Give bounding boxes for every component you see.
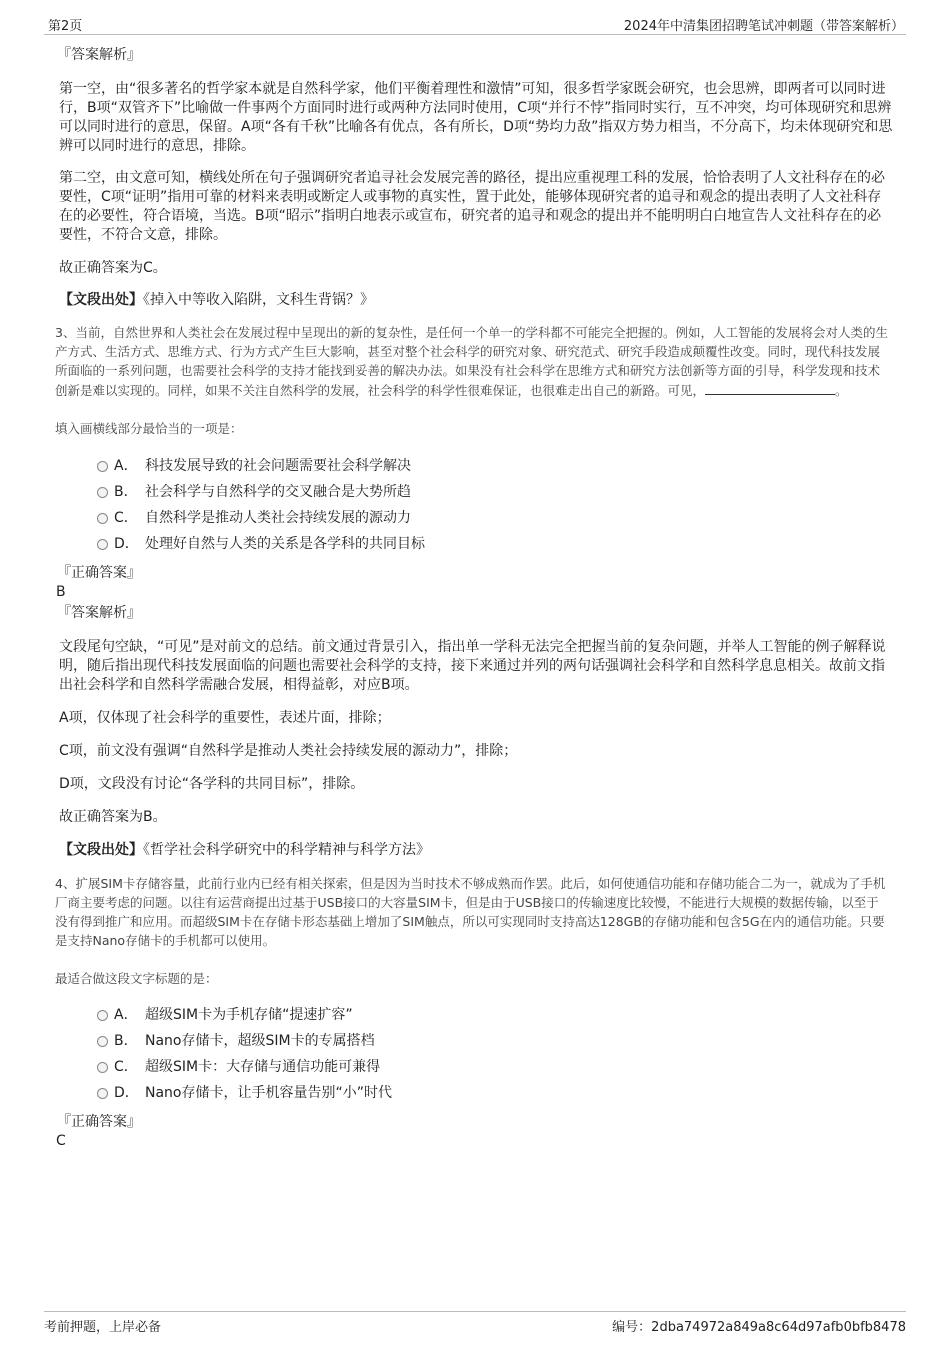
q4-option-b[interactable] [55,1028,895,1054]
option-letter: A． [114,457,138,474]
q3-answer-label: 『正确答案』 [57,564,141,581]
option-letter: A． [114,1006,138,1023]
radio-icon[interactable] [97,1036,108,1047]
q3-conclusion: 故正确答案为B。 [59,808,167,825]
q3-analysis-label: 『答案解析』 [57,604,141,621]
option-letter: B． [114,483,138,500]
q3-note-d: D项，文段没有讨论“各学科的共同目标”，排除。 [59,775,365,792]
q4-options [55,1002,895,1106]
q4-option-d[interactable] [55,1080,895,1106]
option-letter: C． [114,1058,138,1075]
q3-option-b[interactable] [55,479,895,505]
q3-option-c[interactable] [55,505,895,531]
q3-source-title: 《哲学社会科学研究中的科学精神与科学方法》 [143,841,430,858]
option-text: 自然科学是推动人类社会持续发展的源动力 [145,509,411,526]
option-letter: C． [114,509,138,526]
q2-source-label: 【文段出处】 [59,292,143,308]
page-header [44,12,906,35]
radio-icon[interactable] [97,539,108,550]
document-serial: 编号：2dba74972a849a8c64d97afb0bfb8478 [612,1320,906,1335]
option-letter: D． [114,1084,139,1101]
document-title: 2024年中清集团招聘笔试冲刺题（带答案解析） [623,19,904,34]
radio-icon[interactable] [97,1062,108,1073]
option-text: 社会科学与自然科学的交叉融合是大势所趋 [145,483,411,500]
q4-option-a[interactable] [55,1002,895,1028]
q3-passage-end: 。 [835,382,848,398]
option-text: Nano存储卡，超级SIM卡的专属搭档 [145,1032,375,1049]
option-letter: D． [114,535,139,552]
q3-note-c: C项，前文没有强调“自然科学是推动人类社会持续发展的源动力”，排除； [59,742,518,759]
q4-prompt: 最适合做这段文字标题的是： [55,970,218,986]
q4-option-c[interactable] [55,1054,895,1080]
q4-question-text: 4、扩展SIM卡存储容量，此前行业内已经有相关探索，但是因为当时技术不够成熟而作罢。此后，如何使通信功能和存储功能合二为一，就成为了手机厂商主要考虑的问题。以往有运营商提出过基于USB接口的大容量SIM卡，但是由于USB接口的传输速度比较慢，不能进行大规模的数据传输，以至于没有得到推广和应用。而超级SIM卡在存储卡形态基础上增加了SIM触点，所以可实现同时支持高达128GB的存储功能和包含5G在内的通信功能。只要是支持Nano存储卡的手机都可以使用。 [55,875,886,949]
radio-icon[interactable] [97,513,108,524]
q3-source-label: 【文段出处】 [59,841,143,858]
option-text: 科技发展导致的社会问题需要社会科学解决 [145,457,411,474]
page-number: 第2页 [48,19,83,34]
page-content [55,45,895,1151]
q2-analysis-label: 『答案解析』 [57,47,141,63]
radio-icon[interactable] [97,487,108,498]
option-text: 超级SIM卡为手机存储“提速扩容” [145,1006,353,1023]
q3-options [55,453,895,557]
q3-note-a: A项，仅体现了社会科学的重要性，表述片面，排除； [59,709,391,726]
q2-analysis-para-2: 第二空，由文意可知，横线处所在句子强调研究者追寻社会发展完善的路径，提出应重视理工科的发展，恰恰表明了人文社科存在的必要性，C项“证明”指用可靠的材料来表明或断定人或事物的真实性，置于此处，能够体现研究者的追寻和观念的提出表明了人文社科存在的必要性，符合语境，当选。B项“昭示”指明白地表示或宣布，研究者的追寻和观念的提出并不能明明白白地宣告人文社科存在的必要性，不符合文意，排除。 [59,170,885,243]
option-text: 超级SIM卡：大存储与通信功能可兼得 [145,1058,381,1075]
q3-question-text [55,323,895,400]
radio-icon[interactable] [97,461,108,472]
q2-source [55,291,895,310]
q4-answer: C [56,1132,66,1149]
q2-conclusion: 故正确答案为C。 [59,260,167,276]
q3-prompt: 填入画横线部分最恰当的一项是： [55,420,243,436]
q3-option-a[interactable] [55,453,895,479]
footer-slogan: 考前押题，上岸必备 [44,1320,162,1335]
radio-icon[interactable] [97,1010,108,1021]
q3-source [55,841,895,860]
option-letter: B． [114,1032,138,1049]
q3-fill-blank [705,382,835,395]
page-footer [44,1311,906,1334]
q4-answer-label: 『正确答案』 [57,1113,141,1130]
q3-passage: 3、当前，自然世界和人类社会在发展过程中呈现出的新的复杂性，是任何一个单一的学科都不可能完全把握的。例如，人工智能的发展将会对人类的生产方式、生活方式、思维方式、行为方式产生巨大影响，甚至对整个社会科学的研究对象、研究范式、研究手段造成颠覆性改变。同时，现代科技发展所面临的一系列问题，也需要社会科学的支持才能找到妥善的解决办法。如果没有社会科学在思维方式和研究方法创新等方面的引导，科学发现和技术创新是难以实现的。同样，如果不关注自然科学的发展，社会科学的科学性很难保证，也很难走出自己的新路。可见， [55,325,888,398]
radio-icon[interactable] [97,1088,108,1099]
option-text: 处理好自然与人类的关系是各学科的共同目标 [145,535,425,552]
q3-analysis: 文段尾句空缺，“可见”是对前文的总结。前文通过背景引入，指出单一学科无法完全把握当前的复杂问题，并举人工智能的例子解释说明，随后指出现代科技发展面临的问题也需要社会科学的支持，接下来通过并列的两句话强调社会科学和自然科学息息相关。故前文指出社会科学和自然科学需融合发展，相得益彰，对应B项。 [59,638,886,693]
q2-analysis-para-1: 第一空，由“很多著名的哲学家本就是自然科学家，他们平衡着理性和激情”可知，很多哲学家既会研究，也会思辨，即两者可以同时进行，B项“双管齐下”比喻做一件事两个方面同时进行或两种方法同时使用，C项“并行不悖”指同时实行，互不冲突，均可体现研究和思辨可以同时进行的意思，保留。A项“各有千秋”比喻各有优点，各有所长，D项“势均力敌”指双方势力相当，不分高下，均未体现研究和思辨可以同时进行的意思，排除。 [59,81,893,154]
q3-answer: B [56,583,66,600]
q3-option-d[interactable] [55,531,895,557]
q2-source-title: 《掉入中等收入陷阱，文科生背锅？》 [143,292,374,308]
option-text: Nano存储卡，让手机容量告别“小”时代 [145,1084,392,1101]
